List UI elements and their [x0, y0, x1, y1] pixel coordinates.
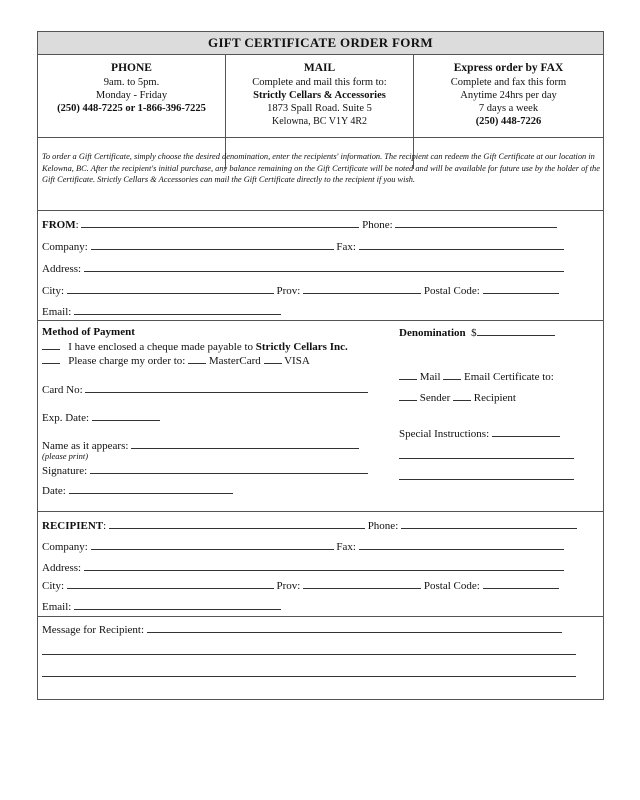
fax-instruction: Complete and fax this form: [450, 77, 567, 88]
exp-field[interactable]: [92, 410, 160, 421]
payment-heading: Method of Payment: [42, 326, 135, 338]
mail-checkbox[interactable]: [399, 369, 417, 380]
exp-row: [42, 410, 160, 425]
divider: [38, 320, 603, 321]
recipient-city-row: [42, 578, 559, 593]
from-postal-label: Postal Code:: [423, 285, 480, 297]
date-field[interactable]: [69, 483, 233, 494]
cheque-checkbox[interactable]: [42, 339, 60, 350]
from-phone-field[interactable]: [395, 217, 557, 228]
recipient-prov-field[interactable]: [303, 578, 421, 589]
mail-city: Kelowna, BC V1Y 4R2: [272, 116, 367, 127]
recipient-company-label: Company:: [42, 541, 88, 553]
from-city-row: [42, 283, 559, 298]
from-company-label: Company:: [42, 241, 88, 253]
email-checkbox[interactable]: [443, 369, 461, 380]
recipient-phone-field[interactable]: [401, 518, 577, 529]
sender-label: Sender: [419, 392, 451, 404]
from-fax-label: Fax:: [336, 241, 356, 253]
signature-field[interactable]: [90, 463, 368, 474]
cheque-payee: Strictly Cellars Inc.: [255, 341, 348, 353]
recipient-fax-label: Fax:: [336, 541, 356, 553]
from-phone-label: Phone:: [362, 219, 393, 231]
recipient-email-row: [42, 599, 281, 614]
send-to-row: [399, 390, 516, 405]
recipient-company-row: [42, 539, 564, 554]
fax-number: (250) 448-7226: [475, 116, 542, 127]
recipient-phone-label: Phone:: [367, 520, 399, 532]
cheque-row: [42, 339, 348, 354]
from-email-row: [42, 304, 281, 319]
recipient-postal-label: Postal Code:: [423, 580, 480, 592]
recipient-company-field[interactable]: [91, 539, 334, 550]
charge-label: Please charge my order to:: [68, 355, 186, 367]
recipient-option-label: Recipient: [473, 392, 516, 404]
divider: [38, 616, 603, 617]
recipient-email-field[interactable]: [74, 599, 281, 610]
date-row: [42, 483, 233, 498]
signature-row: [42, 463, 368, 478]
from-email-label: Email:: [42, 306, 72, 318]
special-line-2: [399, 448, 574, 463]
special-field-2[interactable]: [399, 448, 574, 459]
card-no-row: [42, 382, 368, 397]
currency-symbol: $: [471, 327, 477, 339]
charge-row: [42, 353, 310, 368]
phone-days: Monday - Friday: [95, 90, 168, 101]
from-label: FROM: [42, 219, 76, 231]
from-name-field[interactable]: [81, 217, 359, 228]
visa-label: VISA: [284, 355, 310, 367]
recipient-email-label: Email:: [42, 601, 72, 613]
divider: [38, 137, 603, 138]
recipient-postal-field[interactable]: [483, 578, 559, 589]
from-city-label: City:: [42, 285, 65, 297]
recipient-address-row: [42, 560, 564, 575]
recipient-name-row: RECIPIENT: Phone:: [42, 518, 577, 533]
fax-heading: Express order by FAX: [453, 62, 564, 74]
fax-hours: Anytime 24hrs per day: [460, 90, 557, 101]
from-prov-label: Prov:: [276, 285, 301, 297]
special-line-3: [399, 469, 574, 484]
mail-street: 1873 Spall Road. Suite 5: [267, 103, 372, 114]
order-form: [37, 31, 604, 700]
message-row: [42, 622, 562, 637]
please-print-note: (please print): [42, 451, 89, 461]
message-field[interactable]: [147, 622, 562, 633]
recipient-city-label: City:: [42, 580, 65, 592]
from-name-row: FROM: Phone:: [42, 217, 557, 232]
message-line-2: [42, 644, 576, 659]
from-postal-field[interactable]: [483, 283, 559, 294]
from-company-row: [42, 239, 564, 254]
from-address-label: Address:: [42, 263, 82, 275]
intro-text: To order a Gift Certificate, simply choose the desired denomination, enter the recipients' information. The recipient can redeem the Gift Certificate at our location in Kelowna, BC. After the recipient's initial purchase, any balance remaining on the Gift Certificate will be noted and will be available for future use by the holder of the Gift Certificate. Strictly Cellars & Accessories can mail the Gift Certificate directly to the recipient if you wish.: [42, 152, 600, 184]
special-label: Special Instructions:: [399, 428, 490, 440]
exp-label: Exp. Date:: [42, 412, 90, 424]
name-label: Name as it appears:: [42, 440, 129, 452]
date-label: Date:: [42, 485, 66, 497]
mail-heading: MAIL: [303, 62, 336, 74]
cheque-label: I have enclosed a cheque made payable to: [68, 341, 254, 353]
from-prov-field[interactable]: [303, 283, 421, 294]
divider: [38, 210, 603, 211]
special-field[interactable]: [492, 426, 560, 437]
recipient-city-field[interactable]: [67, 578, 274, 589]
from-address-field[interactable]: [84, 261, 564, 272]
message-field-3[interactable]: [42, 666, 576, 677]
mail-option-label: Mail: [419, 371, 441, 383]
mastercard-checkbox[interactable]: [188, 353, 206, 364]
delivery-row: [399, 369, 554, 384]
message-field-2[interactable]: [42, 644, 576, 655]
recipient-label: RECIPIENT: [42, 520, 104, 532]
denomination-label: Denomination: [399, 327, 466, 339]
name-field[interactable]: [131, 438, 359, 449]
card-no-label: Card No:: [42, 384, 83, 396]
recipient-address-label: Address:: [42, 562, 82, 574]
name-row: [42, 438, 359, 453]
email-cert-label: Email Certificate to:: [464, 371, 554, 383]
recipient-address-field[interactable]: [84, 560, 564, 571]
recipient-checkbox[interactable]: [453, 390, 471, 401]
denomination-row: [399, 325, 555, 340]
fax-days: 7 days a week: [478, 103, 539, 114]
mail-company: Strictly Cellars & Accessories: [253, 90, 386, 101]
from-email-field[interactable]: [74, 304, 281, 315]
divider: [38, 511, 603, 512]
from-fax-field[interactable]: [359, 239, 564, 250]
mail-instruction: Complete and mail this form to:: [252, 77, 387, 88]
from-address-row: [42, 261, 564, 276]
phone-numbers: (250) 448-7225 or 1-866-396-7225: [57, 103, 206, 114]
recipient-name-field[interactable]: [109, 518, 365, 529]
recipient-fax-field[interactable]: [359, 539, 564, 550]
denomination-field[interactable]: [477, 325, 555, 336]
visa-checkbox[interactable]: [264, 353, 282, 364]
from-city-field[interactable]: [67, 283, 274, 294]
from-company-field[interactable]: [91, 239, 334, 250]
mastercard-label: MasterCard: [208, 355, 261, 367]
special-row: [399, 426, 560, 441]
phone-heading: PHONE: [111, 62, 152, 74]
recipient-prov-label: Prov:: [276, 580, 301, 592]
phone-hours: 9am. to 5pm.: [103, 77, 160, 88]
signature-label: Signature:: [42, 465, 88, 477]
card-no-field[interactable]: [85, 382, 368, 393]
message-label: Message for Recipient:: [42, 624, 145, 636]
message-line-3: [42, 666, 576, 681]
sender-checkbox[interactable]: [399, 390, 417, 401]
form-title: GIFT CERTIFICATE ORDER FORM: [38, 32, 603, 55]
charge-checkbox[interactable]: [42, 353, 60, 364]
special-field-3[interactable]: [399, 469, 574, 480]
